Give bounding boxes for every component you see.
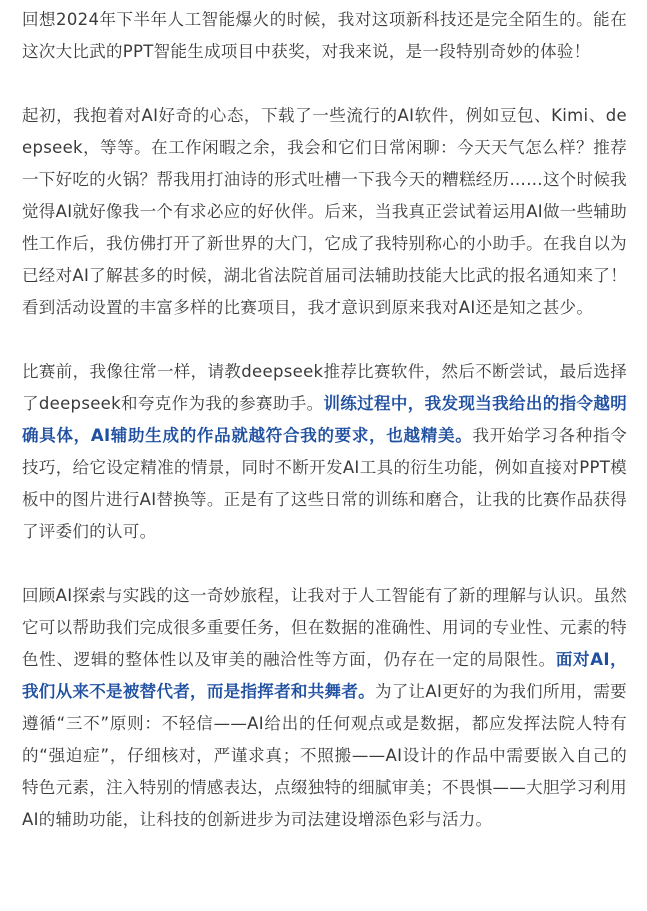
paragraph-text: 比赛前，我像往常一样，请教deepseek推荐比赛软件，然后不断尝试，最后选择了deepseek和夸克作为我的参赛助手。 (22, 362, 627, 413)
paragraph-text: 我开始学习各种指令技巧，给它设定精准的情景，同时不断开发AI工具的衍生功能，例如直接对PPT模板中的图片进行AI替换等。正是有了这些日常的训练和磨合，让我的比赛作品获得了评委们的认可。 (22, 426, 627, 541)
paragraph-preparation (22, 356, 627, 548)
paragraph-text: 起初，我抱着对AI好奇的心态，下载了一些流行的AI软件，例如豆包、Kimi、deepseek，等等。在工作闲暇之余，我会和它们日常闲聊：今天天气怎么样？推荐一下好吃的火锅？帮我用打油诗的形式吐槽一下我今天的糟糕经历……这个时候我觉得AI就好像我一个有求必应的好伙伴。后来，当我真正尝试着运用AI做一些辅助性工作后，我仿佛打开了新世界的大门，它成了我特别称心的小助手。在我自以为已经对AI了解甚多的时候，湖北省法院首届司法辅助技能大比武的报名通知来了！看到活动设置的丰富多样的比赛项目，我才意识到原来我对AI还是知之甚少。 (22, 106, 627, 317)
paragraph-text: 为了让AI更好的为我们所用，需要遵循“三不”原则：不轻信——AI给出的任何观点或是数据，都应发挥法院人特有的“强迫症”，仔细核对，严谨求真；不照搬——AI设计的作品中需要嵌入自己的特色元素，注入特别的情感表达，点缀独特的细腻审美；不畏惧——大胆学习利用AI的辅助功能，让科技的创新进步为司法建设增添色彩与活力。 (22, 682, 627, 829)
highlighted-text: 训练过程中，我发现当我给出的指令越明确具体，AI辅助生成的作品就越符合我的要求，也越精美。 (22, 394, 627, 445)
paragraph-text: 回顾AI探索与实践的这一奇妙旅程，让我对于人工智能有了新的理解与认识。虽然它可以帮助我们完成很多重要任务，但在数据的准确性、用词的专业性、元素的特色性、逻辑的整体性以及审美的融洽性等方面，仍存在一定的局限性。 (22, 586, 627, 669)
paragraph-intro (22, 4, 627, 68)
paragraph-text: 回想2024年下半年人工智能爆火的时候，我对这项新科技还是完全陌生的。能在这次大比武的PPT智能生成项目中获奖，对我来说，是一段特别奇妙的体验！ (22, 10, 627, 61)
highlighted-text: 面对AI，我们从来不是被替代者，而是指挥者和共舞者。 (22, 650, 627, 701)
paragraph-reflection (22, 580, 627, 836)
paragraph-beginning (22, 100, 627, 324)
